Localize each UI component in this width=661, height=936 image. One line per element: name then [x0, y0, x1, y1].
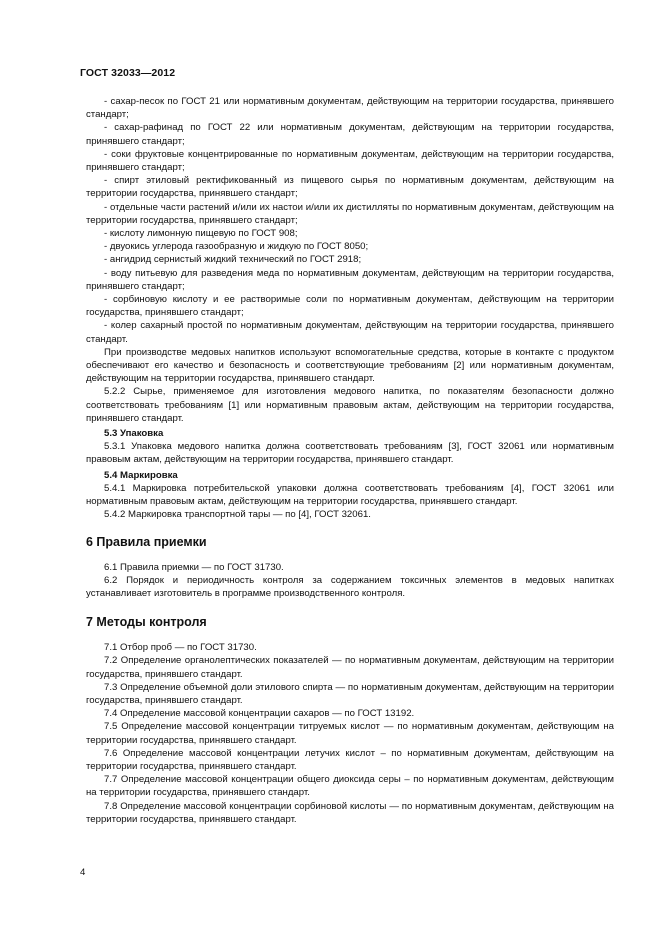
list-item: - ангидрид сернистый жидкий технический по ГОСТ 2918;	[104, 254, 362, 266]
list-item: 7.5 Определение массовой концентрации титруемых кислот — по нормативным документам, действующим на территории государства, принявшего стандарт.	[86, 721, 614, 746]
list-item: 7.4 Определение массовой концентрации сахаров — по ГОСТ 13192.	[104, 708, 415, 720]
list-item: 7.6 Определение массовой концентрации летучих кислот – по нормативным документам, действующим на территории государства, принявшего стандарт.	[86, 747, 614, 772]
list-item: - двуокись углерода газообразную и жидкую по ГОСТ 8050;	[104, 241, 369, 253]
list-item: - соки фруктовые концентрированные по нормативным документам, действующим на территории государства, принявшего стандарт;	[86, 148, 614, 174]
list-item: - сорбиновую кислоту и ее растворимые соли по нормативным документам, действующим на территории государства, принявшего стандарт;	[86, 294, 614, 319]
paragraph-6-1: 6.1 Правила приемки — по ГОСТ 31730.	[104, 561, 284, 573]
paragraph-6-2: 6.2 Порядок и периодичность контроля за содержанием токсичных элементов в медовых напитках устанавливает изготовитель в программе производственного контроля.	[86, 574, 614, 599]
page-number: 4	[80, 867, 86, 878]
aux-means-paragraph: При производстве медовых напитков используют вспомогательные средства, которые в контакте с продуктом обеспечивают его качество и безопасность и соответствующие требованиям [2] или нормативным документам, действующим на территории государства, принявшего стандарт.	[86, 346, 614, 385]
paragraph-5-3-1: 5.3.1 Упаковка медового напитка должна соответствовать требованиям [3], ГОСТ 32061 или нормативным правовым актам, действующим на территории государства, принявшего стандарт.	[86, 441, 614, 466]
document-code-header: ГОСТ 32033—2012	[80, 67, 176, 79]
list-item: - кислоту лимонную пищевую по ГОСТ 908;	[104, 228, 298, 240]
section-7-title: 7 Методы контроля	[86, 615, 207, 630]
list-item: 7.7 Определение массовой концентрации общего диоксида серы – по нормативным документам, действующим на территории государства, принявшего стандарт.	[86, 774, 614, 799]
list-item: - колер сахарный простой по нормативным документам, действующим на территории государства, принявшего стандарт.	[86, 320, 614, 345]
raw-materials-list	[86, 95, 614, 346]
subsection-5-3-title: 5.3 Упаковка	[104, 428, 164, 440]
list-item: 7.2 Определение органолептических показателей — по нормативным документам, действующим на территории государства, принявшего стандарт.	[86, 655, 614, 680]
list-item: 7.3 Определение объемной доли этилового спирта — по нормативным документам, действующим на территории государства, принявшего стандарт.	[86, 681, 614, 706]
paragraph-5-2-2: 5.2.2 Сырье, применяемое для изготовления медового напитка, по показателям безопасности должно соответствовать требованиям [1] или нормативным правовым актам, действующим на территории государства, принявшего стандарт.	[86, 386, 614, 424]
section-6-title: 6 Правила приемки	[86, 534, 207, 549]
paragraph-5-4-2: 5.4.2 Маркировка транспортной тары — по [4], ГОСТ 32061.	[104, 509, 371, 521]
control-methods-list	[86, 641, 614, 826]
subsection-5-4-title: 5.4 Маркировка	[104, 469, 178, 481]
list-item: - отдельные части растений и/или их настои и/или их дистилляты по нормативным документам, действующим на территории государства, принявшего стандарт;	[86, 201, 614, 226]
list-item: - спирт этиловый ректификованный из пищевого сырья по нормативным документам, действующим на территории государства, принявшего стандарт;	[86, 175, 614, 200]
list-item: - воду питьевую для разведения меда по нормативным документам, действующим на территории государства, принявшего стандарт;	[86, 267, 614, 292]
list-item: - сахар-рафинад по ГОСТ 22 или нормативным документам, действующим на территории государства, принявшего стандарт;	[86, 122, 614, 147]
paragraph-5-4-1: 5.4.1 Маркировка потребительской упаковки должна соответствовать требованиям [4], ГОСТ 32061 или нормативным правовым актам, действующим на территории государства, принявшего стандарт.	[86, 482, 614, 508]
list-item: 7.1 Отбор проб — по ГОСТ 31730.	[104, 642, 257, 654]
list-item: 7.8 Определение массовой концентрации сорбиновой кислоты — по нормативным документам, действующим на территории государства, принявшего стандарт.	[86, 800, 614, 825]
page-content	[86, 95, 614, 826]
list-item: - сахар-песок по ГОСТ 21 или нормативным документам, действующим на территории государства, принявшего стандарт;	[86, 96, 614, 121]
